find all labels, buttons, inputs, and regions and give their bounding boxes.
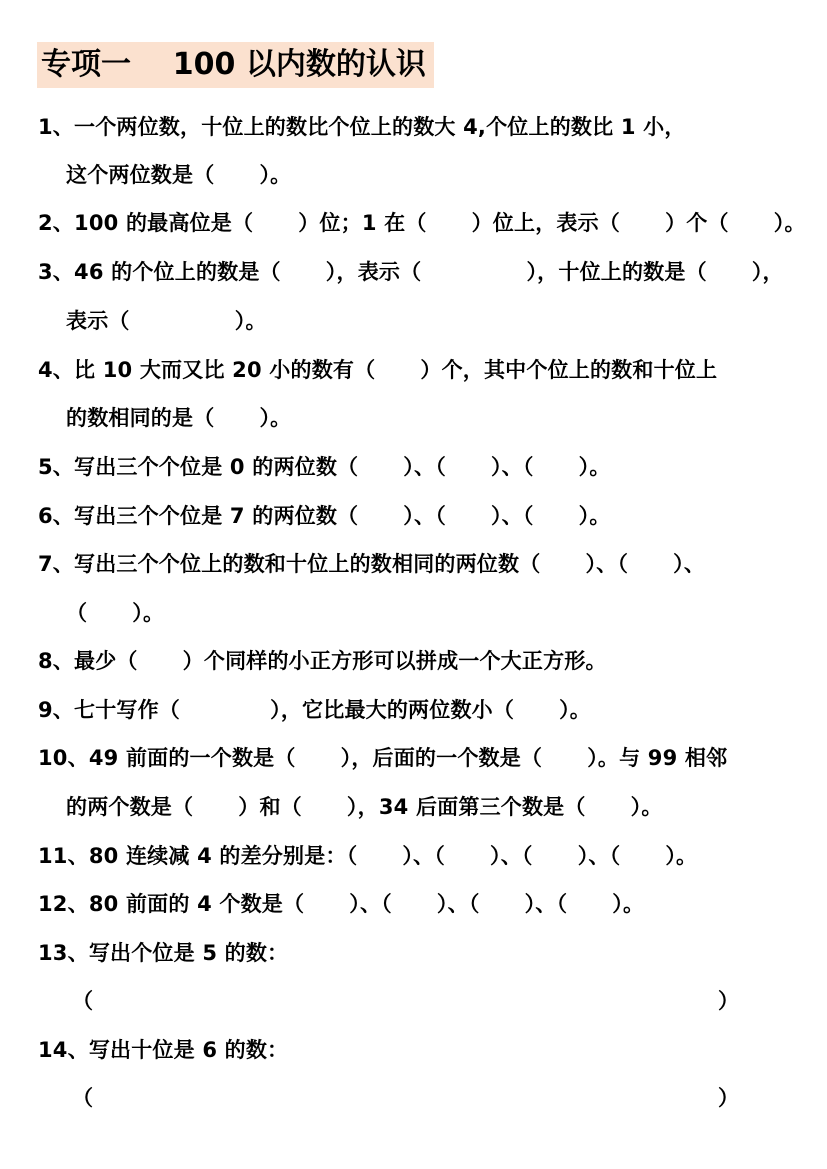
question-13-line-1: 13、写出个位是 5 的数： bbox=[38, 941, 289, 965]
question-5-line-1: 5、写出三个个位是 0 的两位数（ ）、（ ）、（ ）。 bbox=[38, 455, 611, 479]
question-11-line-1: 11、80 连续减 4 的差分别是：（ ）、（ ）、（ ）、（ ）。 bbox=[38, 844, 698, 868]
question-13-answer-open-paren: （ bbox=[72, 989, 93, 1013]
question-3-line-2: 表示（ ）。 bbox=[66, 309, 267, 333]
question-4-line-2: 的数相同的是（ ）。 bbox=[66, 406, 292, 430]
page-title: 专项一 100 以内数的认识 bbox=[37, 42, 434, 88]
question-7-line-2: （ ）。 bbox=[66, 601, 165, 625]
question-14-answer-close-paren: ） bbox=[718, 1086, 739, 1110]
question-10-line-2: 的两个数是（ ）和（ ），34 后面第三个数是（ ）。 bbox=[66, 795, 663, 819]
question-1-line-2: 这个两位数是（ ）。 bbox=[66, 163, 292, 187]
question-1-line-1: 1、一个两位数，十位上的数比个位上的数大 4,个位上的数比 1 小， bbox=[38, 115, 686, 139]
question-8-line-1: 8、最少（ ）个同样的小正方形可以拼成一个大正方形。 bbox=[38, 649, 607, 673]
question-9-line-1: 9、七十写作（ ），它比最大的两位数小（ ）。 bbox=[38, 698, 592, 722]
question-2-line-1: 2、100 的最高位是（ ）位；1 在（ ）位上，表示（ ）个（ ）。 bbox=[38, 211, 806, 235]
question-14-answer-open-paren: （ bbox=[72, 1086, 93, 1110]
question-13-answer-close-paren: ） bbox=[718, 989, 739, 1013]
question-4-line-1: 4、比 10 大而又比 20 小的数有（ ）个，其中个位上的数和十位上 bbox=[38, 358, 718, 382]
question-12-line-1: 12、80 前面的 4 个数是（ ）、（ ）、（ ）、（ ）。 bbox=[38, 892, 645, 916]
question-7-line-1: 7、写出三个个位上的数和十位上的数相同的两位数（ ）、（ ）、 bbox=[38, 552, 706, 576]
question-10-line-1: 10、49 前面的一个数是（ ），后面的一个数是（ ）。与 99 相邻 bbox=[38, 746, 728, 770]
question-14-line-1: 14、写出十位是 6 的数： bbox=[38, 1038, 289, 1062]
question-6-line-1: 6、写出三个个位是 7 的两位数（ ）、（ ）、（ ）。 bbox=[38, 504, 611, 528]
question-3-line-1: 3、46 的个位上的数是（ ），表示（ ），十位上的数是（ ）， bbox=[38, 260, 784, 284]
